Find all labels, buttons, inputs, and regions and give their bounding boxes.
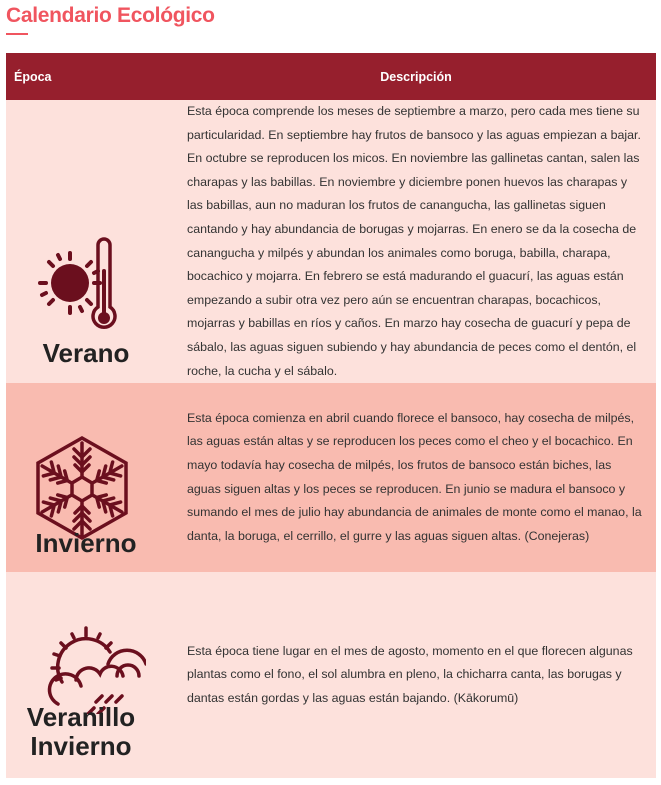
epoch-cell [6,383,176,572]
page-title: Calendario Ecológico [6,4,215,27]
sun-cloud-rain-icon [36,624,146,714]
sun-thermometer-icon [28,231,128,341]
epoch-label: Veranillo Invierno [26,702,136,762]
ecological-calendar-table [6,53,656,778]
table-row [6,383,656,572]
epoch-cell [6,572,176,778]
table-header-row [6,53,656,100]
epoch-cell [6,101,176,383]
table-row [6,100,656,383]
snowflake-icon [34,435,130,541]
epoch-description: Esta época comienza en abril cuando florece el bansoco, hay cosecha de milpés, las aguas están altas y se reproducen los peces como el cheo y el bocachico. En mayo todavía hay cosecha de milpés, los frutos de bansoco están biches, las aguas siguen altas y los peces se reproducen. En junio se madura el bansoco y sumando el mes de julio hay abundancia de animales de monte como el manao, la danta, la boruga, el cerrillo, el gurre y las aguas siguen altas. (Conejeras) [187,410,642,543]
title-underline [6,33,28,35]
epoch-label: Verano [42,337,130,368]
table-row [6,572,656,778]
header-description: Descripción [176,53,656,100]
epoch-description: Esta época tiene lugar en el mes de agosto, momento en el que florecen algunas plantas como el fono, el sol alumbra en pleno, la chicharra canta, las borugas y dantas están gordas y las aguas están bajando. (Kākorumū) [187,643,633,705]
header-epoch: Época [6,53,176,100]
epoch-description: Esta época comprende los meses de septiembre a marzo, pero cada mes tiene su particularidad. En septiembre hay frutos de bansoco y las aguas empiezan a bajar. En octubre se reproducen los micos. En noviembre las gallinetas cantan, salen las charapas y las babillas. En noviembre y diciembre ponen huevos las charapas y las babillas, aun no maduran los frutos de canangucha, las gallinetas siguen cantando y hay abundancia de borugas y mojarras. En enero se da la cosecha de canangucha y milpés y abundan los animales como boruga, babilla, charapa, bocachico y mojarra. En febrero se está madurando el guacurí, las aguas están empezando a subir otra vez pero aún se encuentran charapas, bocachicos, mojarras y babillas en ríos y caños. En marzo hay cosecha de guacurí y pepa de sábalo, las aguas siguen subiendo y hay abundancia de peces como el dentón, el roche, la cucha y el sábalo. [187,104,641,378]
epoch-label: Invierno [35,528,137,559]
